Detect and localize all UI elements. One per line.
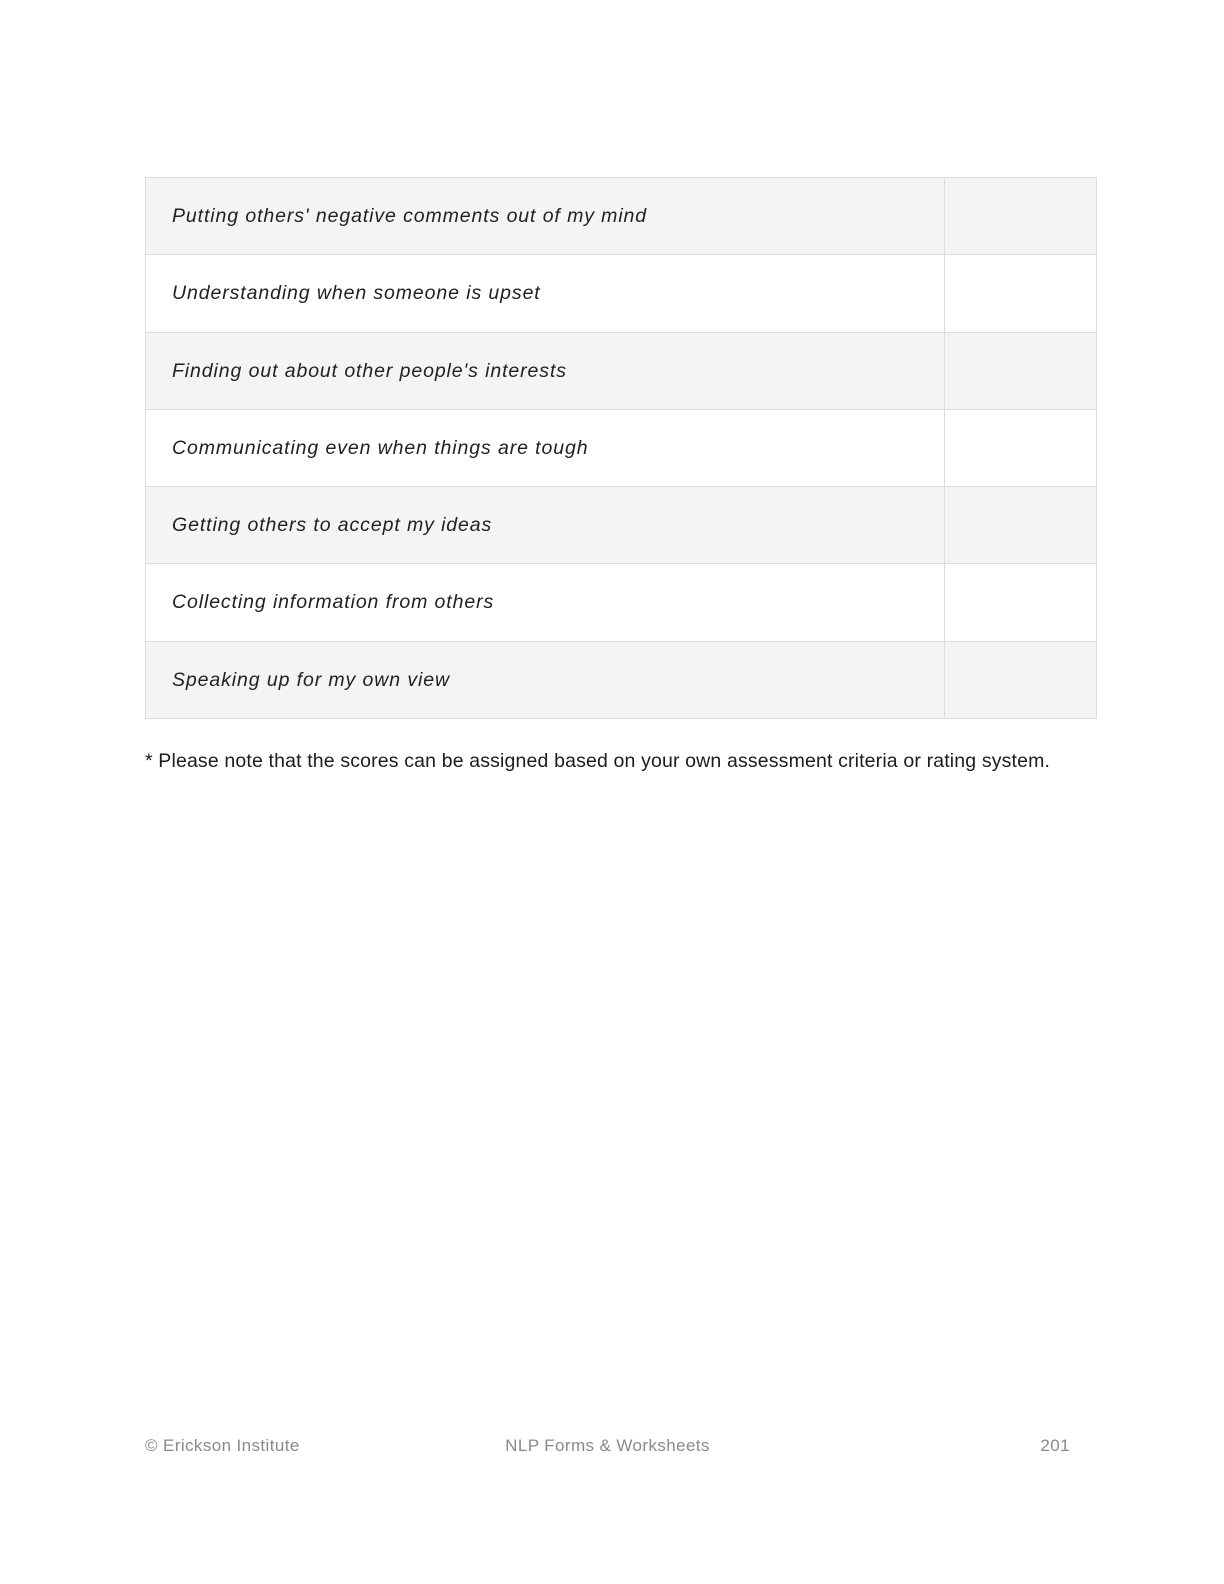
skills-assessment-table [145, 177, 1097, 719]
skill-cell [146, 178, 945, 255]
skill-cell [146, 641, 945, 718]
page-footer [145, 1436, 1070, 1460]
scores-footnote: * Please note that the scores can be assigned based on your own assessment criteria or rating system. [145, 750, 1051, 772]
page-number: 201 [1040, 1436, 1070, 1455]
score-cell[interactable] [945, 641, 1097, 718]
skill-label: Finding out about other people's interests [172, 359, 567, 382]
skill-cell [146, 332, 945, 409]
score-cell[interactable] [945, 332, 1097, 409]
table-row [146, 487, 1097, 564]
score-cell[interactable] [945, 178, 1097, 255]
skill-label: Getting others to accept my ideas [172, 514, 493, 537]
skill-label: Communicating even when things are tough [172, 436, 589, 459]
table-body [146, 178, 1097, 719]
skill-cell [146, 255, 945, 332]
skill-cell [146, 487, 945, 564]
footer-copyright: © Erickson Institute [145, 1436, 300, 1455]
table-row [146, 641, 1097, 718]
score-cell[interactable] [945, 409, 1097, 486]
table-row [146, 178, 1097, 255]
skill-label: Putting others' negative comments out of my mind [172, 204, 648, 227]
table-row [146, 255, 1097, 332]
score-cell[interactable] [945, 564, 1097, 641]
table-row [146, 332, 1097, 409]
skill-label: Understanding when someone is upset [172, 282, 541, 305]
table-row [146, 564, 1097, 641]
score-cell[interactable] [945, 255, 1097, 332]
skill-label: Collecting information from others [172, 591, 495, 614]
skill-cell [146, 564, 945, 641]
footer-title: NLP Forms & Worksheets [505, 1436, 710, 1455]
skill-cell [146, 409, 945, 486]
score-cell[interactable] [945, 487, 1097, 564]
table-row [146, 409, 1097, 486]
skill-label: Speaking up for my own view [172, 668, 450, 691]
